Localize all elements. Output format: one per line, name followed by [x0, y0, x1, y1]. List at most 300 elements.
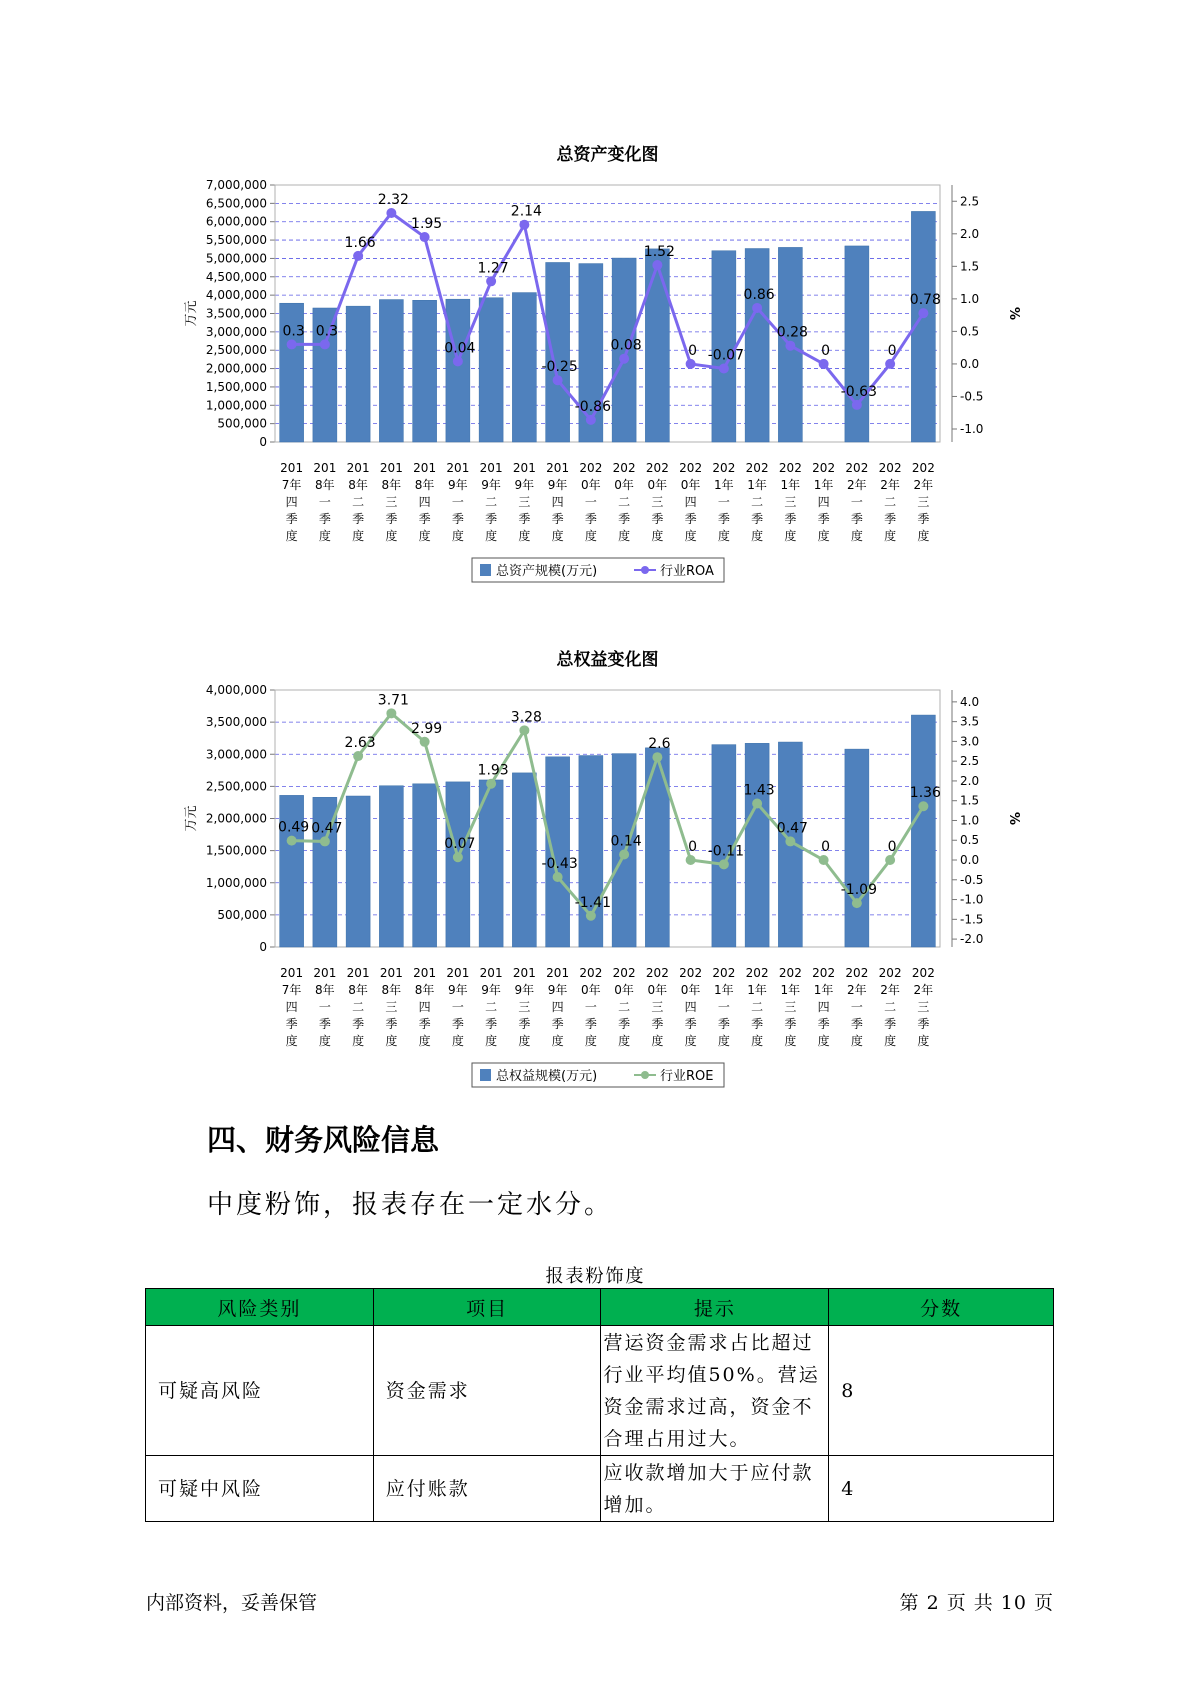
x-tick-label-line: 度 [385, 529, 398, 543]
x-tick-label [513, 966, 536, 1048]
x-tick-label-line: 度 [850, 529, 863, 543]
row-category: 可疑中风险 [146, 1456, 374, 1522]
x-tick-label-line: 202 [745, 966, 769, 980]
y2-tick-label: 3.5 [960, 714, 980, 729]
x-tick-label [879, 966, 902, 1048]
bar [413, 300, 437, 442]
line-point [287, 836, 297, 846]
x-tick-label-line: 四 [551, 1000, 564, 1014]
y-tick-label: 2,500,000 [205, 343, 267, 358]
legend-line-marker [641, 566, 649, 574]
x-tick-label-line: 度 [751, 1034, 764, 1048]
x-tick-label-line: 四 [684, 495, 697, 509]
y-tick-label: 4,000,000 [205, 683, 267, 697]
row-hint: 营运资金需求占比超过行业平均值50%。营运资金需求过高，资金不合理占用过大。 [601, 1326, 829, 1456]
x-tick-label-line: 度 [285, 1034, 298, 1048]
line-point [420, 737, 430, 747]
x-tick-label-line: 201 [280, 461, 304, 475]
y-tick-label: 1,500,000 [205, 379, 267, 394]
x-tick-label-line: 一 [584, 495, 597, 509]
x-tick-label-line: 季 [917, 512, 930, 526]
x-tick-label-line: 202 [579, 966, 603, 980]
legend-line-label: 行业ROA [660, 564, 714, 579]
x-tick-label-line: 一 [717, 1000, 730, 1014]
x-tick-label-line: 度 [850, 1034, 863, 1048]
x-tick-label-line: 度 [451, 1034, 464, 1048]
x-tick-label-line: 一 [318, 1000, 331, 1014]
x-tick-label-line: 度 [884, 1034, 897, 1048]
x-tick-label-line: 7年 [281, 983, 302, 997]
x-tick-label-line: 0年 [614, 983, 634, 997]
y2-tick-label: -1.0 [960, 421, 984, 436]
x-tick-label [413, 966, 436, 1048]
x-tick-label [613, 966, 636, 1048]
section-body: 中度粉饰，报表存在一定水分。 [207, 1190, 614, 1220]
data-label: 2.14 [510, 203, 542, 220]
x-tick-label-line: 202 [645, 461, 669, 475]
x-tick-label-line: 度 [318, 1034, 331, 1048]
x-tick-label-line: 201 [379, 461, 403, 475]
x-tick-label-line: 季 [485, 512, 498, 526]
y-tick-label: 500,000 [217, 416, 267, 431]
header-category: 风险类别 [146, 1289, 374, 1326]
data-label: -0.25 [541, 359, 578, 376]
line-point [686, 855, 696, 865]
x-tick-label-line: 季 [352, 1017, 365, 1031]
x-tick-label-line: 季 [418, 1017, 431, 1031]
data-label: 1.93 [477, 762, 509, 779]
x-tick-label-line: 季 [385, 1017, 398, 1031]
y-axis-label: 万元 [184, 805, 199, 832]
data-label: 1.66 [344, 234, 376, 251]
line-point [519, 725, 529, 735]
x-tick-label-line: 202 [679, 461, 703, 475]
line-point [686, 359, 696, 369]
y-tick-label: 7,000,000 [205, 178, 267, 192]
row-category: 可疑高风险 [146, 1326, 374, 1456]
x-tick-label-line: 三 [784, 495, 797, 509]
x-tick-label-line: 1年 [747, 983, 767, 997]
x-tick-label-line: 度 [618, 1034, 631, 1048]
x-tick-label-line: 201 [346, 966, 370, 980]
x-tick-label-line: 1年 [780, 983, 801, 997]
x-tick-label-line: 201 [512, 966, 536, 980]
x-tick-label-line: 201 [446, 461, 470, 475]
y2-tick-label: 1.5 [960, 793, 980, 808]
line-point [652, 260, 662, 270]
legend-bar-swatch [480, 564, 491, 576]
risk-table [145, 1288, 1054, 1522]
x-tick-label [380, 966, 403, 1048]
x-tick-label-line: 202 [911, 966, 935, 980]
line-point [819, 855, 829, 865]
line-point [486, 779, 496, 789]
bar [911, 715, 935, 947]
x-tick-label [812, 966, 835, 1048]
x-tick-label-line: 季 [285, 512, 298, 526]
x-tick-label-line: 度 [651, 529, 664, 543]
x-tick-label-line: 季 [352, 512, 365, 526]
data-label: 2.6 [648, 736, 671, 753]
x-tick-label-line: 202 [878, 461, 902, 475]
legend-bar-label: 总资产规模(万元) [496, 564, 598, 579]
bar [446, 782, 470, 947]
x-tick-label [513, 461, 536, 543]
line-point [420, 232, 430, 242]
line-point [619, 849, 629, 859]
x-tick-label-line: 季 [751, 512, 764, 526]
x-tick-label-line: 二 [751, 495, 764, 509]
x-tick-label-line: 201 [280, 966, 304, 980]
x-tick-label-line: 1年 [714, 478, 734, 492]
x-tick-label-line: 度 [485, 529, 498, 543]
data-label: 3.28 [510, 709, 542, 726]
x-tick-label-line: 三 [651, 1000, 664, 1014]
x-tick-label [579, 966, 602, 1048]
x-tick-label [480, 461, 503, 543]
x-tick-label-line: 三 [651, 495, 664, 509]
line-point [619, 354, 629, 364]
x-tick-label-line: 四 [418, 1000, 431, 1014]
x-tick-label-line: 度 [717, 1034, 730, 1048]
x-tick-label-line: 度 [485, 1034, 498, 1048]
x-tick-label-line: 季 [618, 512, 631, 526]
x-tick-label-line: 0年 [680, 478, 701, 492]
x-tick-label-line: 度 [418, 529, 431, 543]
data-label: 1.36 [909, 785, 941, 802]
y-tick-label: 4,000,000 [205, 288, 267, 303]
x-tick-label-line: 8年 [414, 478, 435, 492]
data-label: 0 [887, 839, 897, 856]
x-tick-label [646, 966, 669, 1048]
line-point [553, 872, 563, 882]
x-tick-label [845, 966, 868, 1048]
x-tick-label [845, 461, 868, 543]
x-tick-label-line: 季 [817, 1017, 830, 1031]
y2-tick-label: -0.5 [960, 872, 984, 887]
data-label: 1.95 [411, 216, 443, 233]
x-tick-label [779, 461, 802, 543]
x-tick-label [280, 966, 303, 1048]
x-tick-label [480, 966, 503, 1048]
x-tick-label-line: 度 [817, 1034, 830, 1048]
x-tick-label [912, 966, 935, 1048]
x-tick-label-line: 201 [479, 966, 503, 980]
x-tick-label-line: 季 [784, 1017, 797, 1031]
bar [280, 795, 304, 947]
x-tick-label-line: 201 [479, 461, 503, 475]
x-tick-label-line: 201 [512, 461, 536, 475]
y-tick-label: 6,500,000 [205, 196, 267, 211]
x-tick-label-line: 度 [917, 529, 930, 543]
data-label: 1.27 [477, 260, 509, 277]
y-tick-label: 3,500,000 [205, 306, 267, 321]
line-point [752, 798, 762, 808]
x-tick-label [679, 966, 702, 1048]
x-tick-label-line: 201 [313, 966, 337, 980]
bar [512, 773, 536, 947]
total-assets-chart-svg [0, 130, 1191, 600]
data-label: 2.32 [377, 191, 409, 208]
x-tick-label-line: 一 [451, 1000, 464, 1014]
bar [546, 262, 570, 442]
x-tick-label-line: 季 [917, 1017, 930, 1031]
x-tick-label-line: 季 [884, 1017, 897, 1031]
table-row [146, 1326, 1054, 1456]
x-tick-label-line: 季 [817, 512, 830, 526]
x-tick-label [812, 461, 835, 543]
y2-tick-label: -0.5 [960, 389, 984, 404]
x-tick-label-line: 季 [584, 1017, 597, 1031]
y2-tick-label: -1.5 [960, 912, 984, 927]
y-tick-label: 3,500,000 [205, 715, 267, 730]
data-label: 1.43 [743, 782, 775, 799]
bar [379, 300, 403, 442]
x-tick-label-line: 度 [518, 1034, 531, 1048]
data-label: -1.09 [840, 882, 877, 899]
x-tick-label-line: 0年 [680, 983, 701, 997]
x-tick-label-line: 202 [778, 966, 802, 980]
x-tick-label-line: 季 [518, 512, 531, 526]
x-tick-label-line: 季 [418, 512, 431, 526]
x-tick-label-line: 0年 [581, 478, 601, 492]
chart-title: 总权益变化图 [556, 650, 659, 670]
data-label: -1.41 [574, 894, 611, 911]
y2-tick-label: 1.5 [960, 259, 980, 274]
line-point [918, 801, 928, 811]
x-tick-label-line: 201 [546, 461, 570, 475]
x-tick-label-line: 8年 [348, 478, 368, 492]
y2-tick-label: -2.0 [960, 932, 984, 947]
x-tick-label-line: 季 [451, 1017, 464, 1031]
x-tick-label-line: 2年 [880, 478, 900, 492]
x-tick-label-line: 四 [285, 495, 298, 509]
data-label: 1.52 [643, 244, 675, 261]
x-tick-label-line: 一 [451, 495, 464, 509]
line-point [785, 836, 795, 846]
data-label: 0 [821, 342, 831, 359]
x-tick-label [679, 461, 702, 543]
data-label: 0.3 [282, 323, 305, 340]
y2-tick-label: 2.0 [960, 773, 980, 788]
x-tick-label-line: 季 [784, 512, 797, 526]
row-hint: 应收款增加大于应付款增加。 [601, 1456, 829, 1522]
x-tick-label-line: 季 [717, 1017, 730, 1031]
x-tick-label [446, 461, 469, 543]
y-tick-label: 500,000 [217, 907, 267, 922]
y-tick-label: 1,000,000 [205, 875, 267, 890]
x-tick-label-line: 季 [618, 1017, 631, 1031]
y2-tick-label: 2.0 [960, 226, 980, 241]
y2-axis-label: % [1006, 811, 1021, 826]
bar [446, 299, 470, 442]
x-tick-label-line: 季 [684, 1017, 697, 1031]
x-tick-label-line: 一 [717, 495, 730, 509]
x-tick-label-line: 202 [745, 461, 769, 475]
y-tick-label: 3,000,000 [205, 324, 267, 339]
x-tick-label [413, 461, 436, 543]
bar [645, 249, 669, 442]
x-tick-label-line: 四 [684, 1000, 697, 1014]
y2-tick-label: 3.0 [960, 734, 980, 749]
x-tick-label-line: 一 [584, 1000, 597, 1014]
x-tick-label [746, 966, 769, 1048]
x-tick-label-line: 二 [485, 495, 498, 509]
legend-bar-label: 总权益规模(万元) [496, 1069, 598, 1084]
y-tick-label: 5,000,000 [205, 251, 267, 266]
x-tick-label-line: 季 [651, 1017, 664, 1031]
line-point [287, 339, 297, 349]
x-tick-label [380, 461, 403, 543]
table-header-row [146, 1289, 1054, 1326]
x-tick-label-line: 202 [579, 461, 603, 475]
x-tick-label-line: 季 [451, 512, 464, 526]
data-label: 0.49 [278, 819, 310, 836]
row-item: 应付账款 [373, 1456, 601, 1522]
data-label: 3.71 [377, 692, 409, 709]
header-hint: 提示 [601, 1289, 829, 1326]
x-tick-label-line: 二 [352, 495, 365, 509]
section-heading: 四、财务风险信息 [207, 1123, 440, 1157]
line-point [819, 359, 829, 369]
x-tick-label-line: 9年 [547, 478, 568, 492]
y-tick-label: 5,500,000 [205, 233, 267, 248]
line-point [719, 363, 729, 373]
x-tick-label-line: 8年 [348, 983, 368, 997]
x-tick-label [313, 966, 336, 1048]
data-label: 0.08 [610, 337, 642, 354]
line-point [386, 208, 396, 218]
row-item: 资金需求 [373, 1326, 601, 1456]
x-tick-label-line: 202 [878, 966, 902, 980]
x-tick-label [347, 966, 370, 1048]
x-tick-label-line: 度 [551, 1034, 564, 1048]
x-tick-label-line: 二 [485, 1000, 498, 1014]
x-tick-label-line: 季 [551, 512, 564, 526]
x-tick-label-line: 202 [812, 461, 836, 475]
y-tick-label: 4,500,000 [205, 269, 267, 284]
x-tick-label [712, 461, 735, 543]
x-tick-label-line: 8年 [315, 983, 335, 997]
x-tick-label-line: 四 [817, 1000, 830, 1014]
x-tick-label-line: 0年 [647, 983, 668, 997]
y2-tick-label: 4.0 [960, 694, 980, 709]
data-label: 0.78 [909, 292, 941, 309]
x-tick-label-line: 9年 [514, 478, 535, 492]
table-row [146, 1456, 1054, 1522]
line-point [785, 341, 795, 351]
x-tick-label-line: 202 [778, 461, 802, 475]
x-tick-label-line: 2年 [913, 478, 934, 492]
x-tick-label-line: 8年 [315, 478, 335, 492]
x-tick-label-line: 三 [917, 495, 930, 509]
x-tick-label-line: 201 [346, 461, 370, 475]
line-point [852, 400, 862, 410]
x-tick-label-line: 季 [318, 1017, 331, 1031]
x-tick-label [446, 966, 469, 1048]
data-label: 0.28 [776, 324, 808, 341]
line-point [553, 375, 563, 385]
x-tick-label-line: 度 [684, 529, 697, 543]
x-tick-label-line: 9年 [547, 983, 568, 997]
line-point [918, 308, 928, 318]
x-tick-label-line: 1年 [780, 478, 801, 492]
data-label: 0 [688, 839, 698, 856]
x-tick-label-line: 202 [712, 461, 736, 475]
x-tick-label-line: 2年 [880, 983, 900, 997]
x-tick-label-line: 2年 [847, 983, 867, 997]
x-tick-label-line: 一 [850, 495, 863, 509]
bar [845, 749, 869, 947]
line-point [719, 859, 729, 869]
line-point [852, 898, 862, 908]
x-tick-label-line: 度 [651, 1034, 664, 1048]
x-tick-label-line: 1年 [747, 478, 767, 492]
x-tick-label [546, 966, 569, 1048]
x-tick-label-line: 度 [451, 529, 464, 543]
bar [845, 246, 869, 442]
x-tick-label-line: 202 [612, 461, 636, 475]
data-label: 0.86 [743, 286, 775, 303]
x-tick-label-line: 度 [352, 529, 365, 543]
x-tick-label-line: 202 [911, 461, 935, 475]
x-tick-label-line: 201 [413, 966, 437, 980]
x-tick-label-line: 四 [418, 495, 431, 509]
x-tick-label-line: 度 [584, 1034, 597, 1048]
total-equity-chart-svg [0, 635, 1191, 1105]
x-tick-label-line: 8年 [381, 478, 402, 492]
line-point [752, 303, 762, 313]
x-tick-label-line: 9年 [481, 478, 501, 492]
y-tick-label: 1,000,000 [205, 398, 267, 413]
bar [712, 251, 736, 442]
x-tick-label [347, 461, 370, 543]
legend-bar-swatch [480, 1069, 491, 1081]
x-tick-label-line: 三 [784, 1000, 797, 1014]
line-point [586, 415, 596, 425]
data-label: 0.47 [311, 820, 343, 837]
x-tick-label [912, 461, 935, 543]
x-tick-label-line: 202 [845, 461, 869, 475]
bar [346, 306, 370, 442]
x-tick-label-line: 1年 [813, 478, 834, 492]
y2-tick-label: 2.5 [960, 754, 980, 769]
y2-axis-label: % [1006, 306, 1021, 321]
x-tick-label-line: 二 [618, 495, 631, 509]
bar [413, 784, 437, 947]
x-tick-label-line: 201 [546, 966, 570, 980]
x-tick-label-line: 季 [385, 512, 398, 526]
line-point [885, 359, 895, 369]
x-tick-label-line: 四 [551, 495, 564, 509]
x-tick-label [646, 461, 669, 543]
data-label: 0.3 [315, 323, 339, 340]
x-tick-label-line: 季 [651, 512, 664, 526]
footer-confidential: 内部资料，妥善保管 [146, 1592, 318, 1614]
x-tick-label-line: 202 [845, 966, 869, 980]
x-tick-label-line: 度 [751, 529, 764, 543]
x-tick-label [879, 461, 902, 543]
x-tick-label-line: 202 [679, 966, 703, 980]
data-label: 2.99 [411, 720, 443, 737]
x-tick-label-line: 季 [850, 512, 863, 526]
bar [379, 786, 403, 947]
x-tick-label-line: 201 [446, 966, 470, 980]
y2-tick-label: 0.5 [960, 324, 980, 339]
line-point [519, 220, 529, 230]
x-tick-label-line: 季 [850, 1017, 863, 1031]
x-tick-label-line: 度 [518, 529, 531, 543]
